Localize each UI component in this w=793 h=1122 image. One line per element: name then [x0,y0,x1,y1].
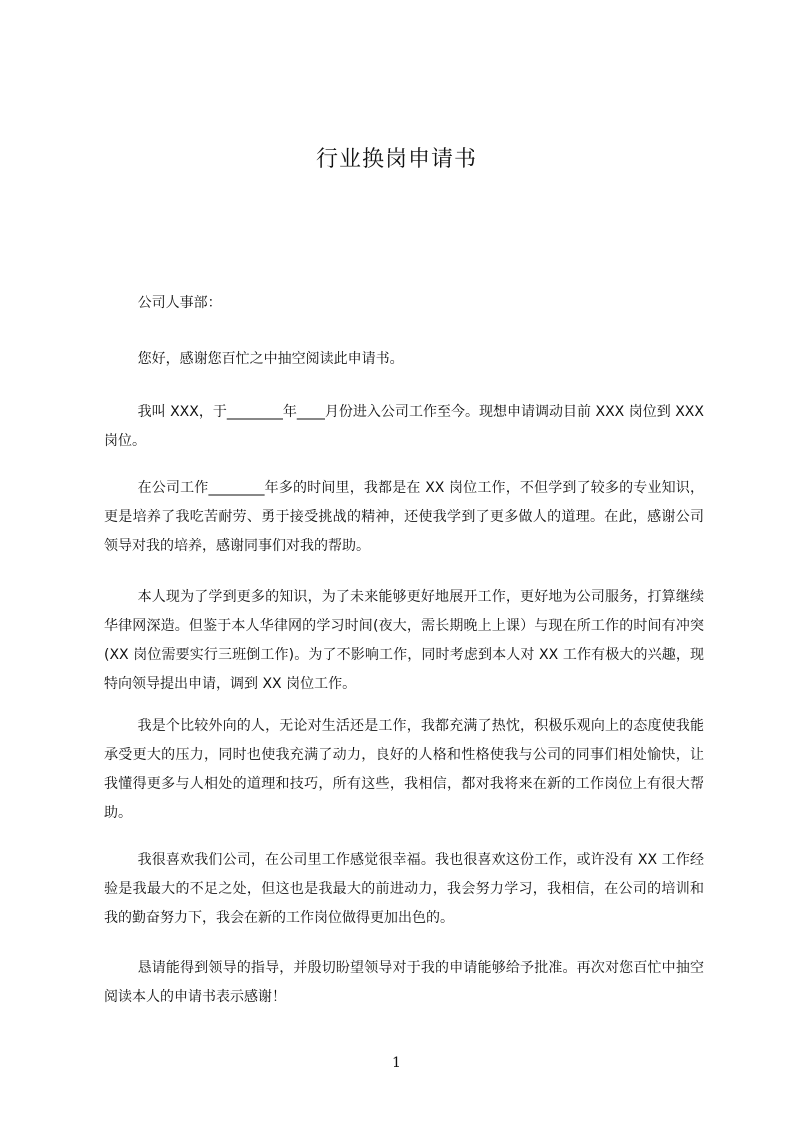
paragraph-reason: 本人现为了学到更多的知识，为了未来能够更好地展开工作，更好地为公司服务，打算继续华律网深造。但鉴于本人华律网的学习时间(夜大，需长期晚上上课）与现在所工作的时间有冲突(XX 岗位需要实行三班倒工作)。为了不影响工作，同时考虑到本人对 XX 工作有极大的兴趣，现特向领导提出申请，调到 XX 岗位工作。 [104,589,704,692]
paragraph-closing: 恳请能得到领导的指导，并殷切盼望领导对于我的申请能够给予批准。再次对您百忙中抽空阅读本人的申请书表示感谢！ [104,960,704,1005]
page-number: 1 [392,1055,401,1071]
salutation: 公司人事部： [137,295,222,311]
paragraph-experience: 在公司工作________年多的时间里，我都是在 XX 岗位工作，不但学到了较多的专业知识，更是培养了我吃苦耐劳、勇于接受挑战的精神，还使我学到了更多做人的道理。在此，感谢公司领导对我的培养，感谢同事们对我的帮助。 [104,480,704,554]
greeting: 您好，感谢您百忙之中抽空阅读此申请书。 [137,351,404,367]
document-title: 行业换岗申请书 [315,147,477,172]
paragraph-personality: 我是个比较外向的人，无论对生活还是工作，我都充满了热忱，积极乐观向上的态度使我能承受更大的压力，同时也使我充满了动力，良好的人格和性格使我与公司的同事们相处愉快，让我懂得更多与人相处的道理和技巧，所有这些，我相信，都对我将来在新的工作岗位上有很大帮助。 [104,718,704,821]
paragraph-commitment: 我很喜欢我们公司，在公司里工作感觉很幸福。我也很喜欢这份工作，或许没有 XX 工作经验是我最大的不足之处，但这也是我最大的前进动力，我会努力学习，我相信，在公司的培训和我的勤奋努力下，我会在新的工作岗位做得更加出色的。 [104,852,704,926]
paragraph-intro: 我叫 XXX，于________年____月份进入公司工作至今。现想申请调动目前 XXX 岗位到 XXX 岗位。 [104,404,704,449]
